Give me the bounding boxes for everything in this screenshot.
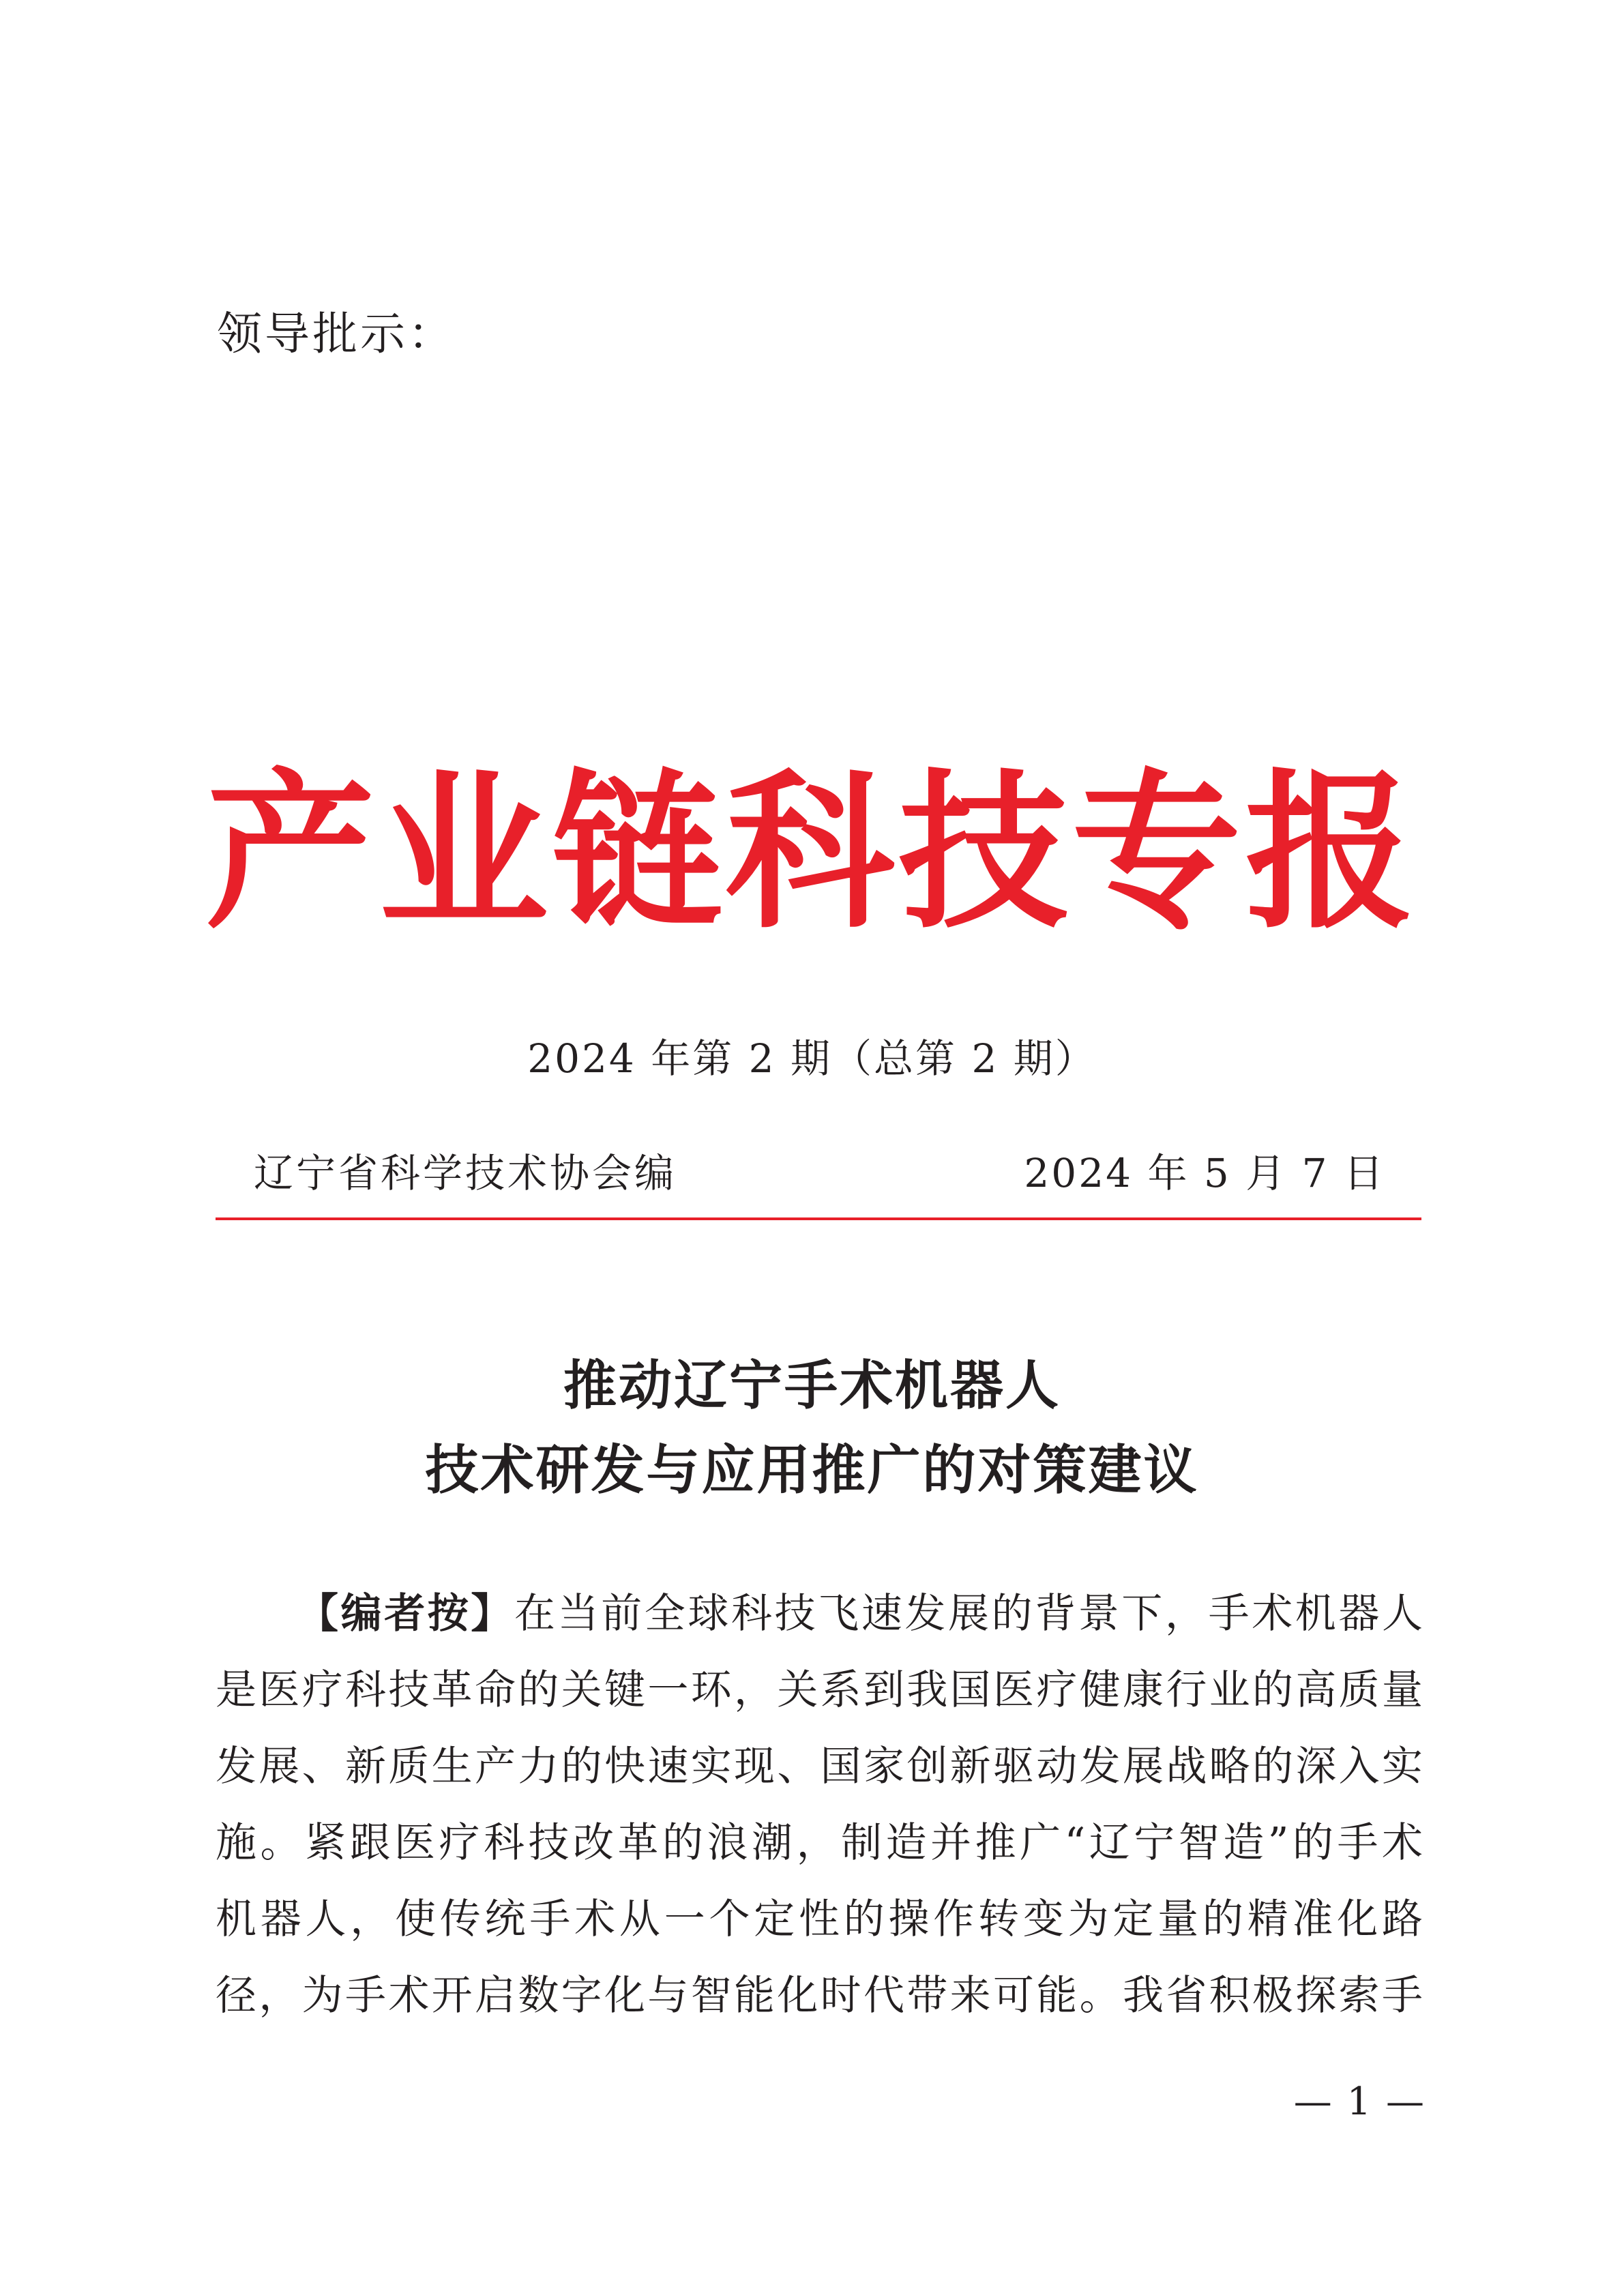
publication-date: 2024 年 5 月 7 日 xyxy=(1024,1150,1385,1196)
body-line: 是医疗科技革命的关键一环，关系到我国医疗健康行业的高质量 xyxy=(216,1666,1423,1714)
leader-instruction-label: 领导批示： xyxy=(217,308,456,360)
body-line-text: 在当前全球科技飞速发展的背景下，手术机器人 xyxy=(514,1590,1423,1638)
red-divider xyxy=(216,1217,1421,1220)
body-line: 施。紧跟医疗科技改革的浪潮，制造并推广“辽宁智造”的手术 xyxy=(216,1819,1423,1867)
issue-number: 2024 年第 2 期（总第 2 期） xyxy=(527,1035,1097,1082)
article-title-line-1: 推动辽宁手术机器人 xyxy=(563,1355,1061,1417)
body-line: 径，为手术开启数字化与智能化时代带来可能。我省积极探索手 xyxy=(216,1972,1423,2020)
editor-note-tag: 【编者按】 xyxy=(297,1590,514,1638)
body-line xyxy=(216,1576,1423,1652)
editor-organization: 辽宁省科学技术协会编 xyxy=(254,1150,677,1196)
article-title-line-2: 技术研发与应用推广的对策建议 xyxy=(425,1439,1199,1501)
body-line: 发展、新质生产力的快速实现、国家创新驱动发展战略的深入实 xyxy=(216,1743,1423,1790)
body-line: 机器人，使传统手术从一个定性的操作转变为定量的精准化路 xyxy=(216,1895,1423,1943)
editor-note-paragraph xyxy=(216,1576,1423,2034)
masthead-title: 产业链科技专报 xyxy=(205,753,1419,951)
page-number: — 1 — xyxy=(1293,2080,1426,2124)
